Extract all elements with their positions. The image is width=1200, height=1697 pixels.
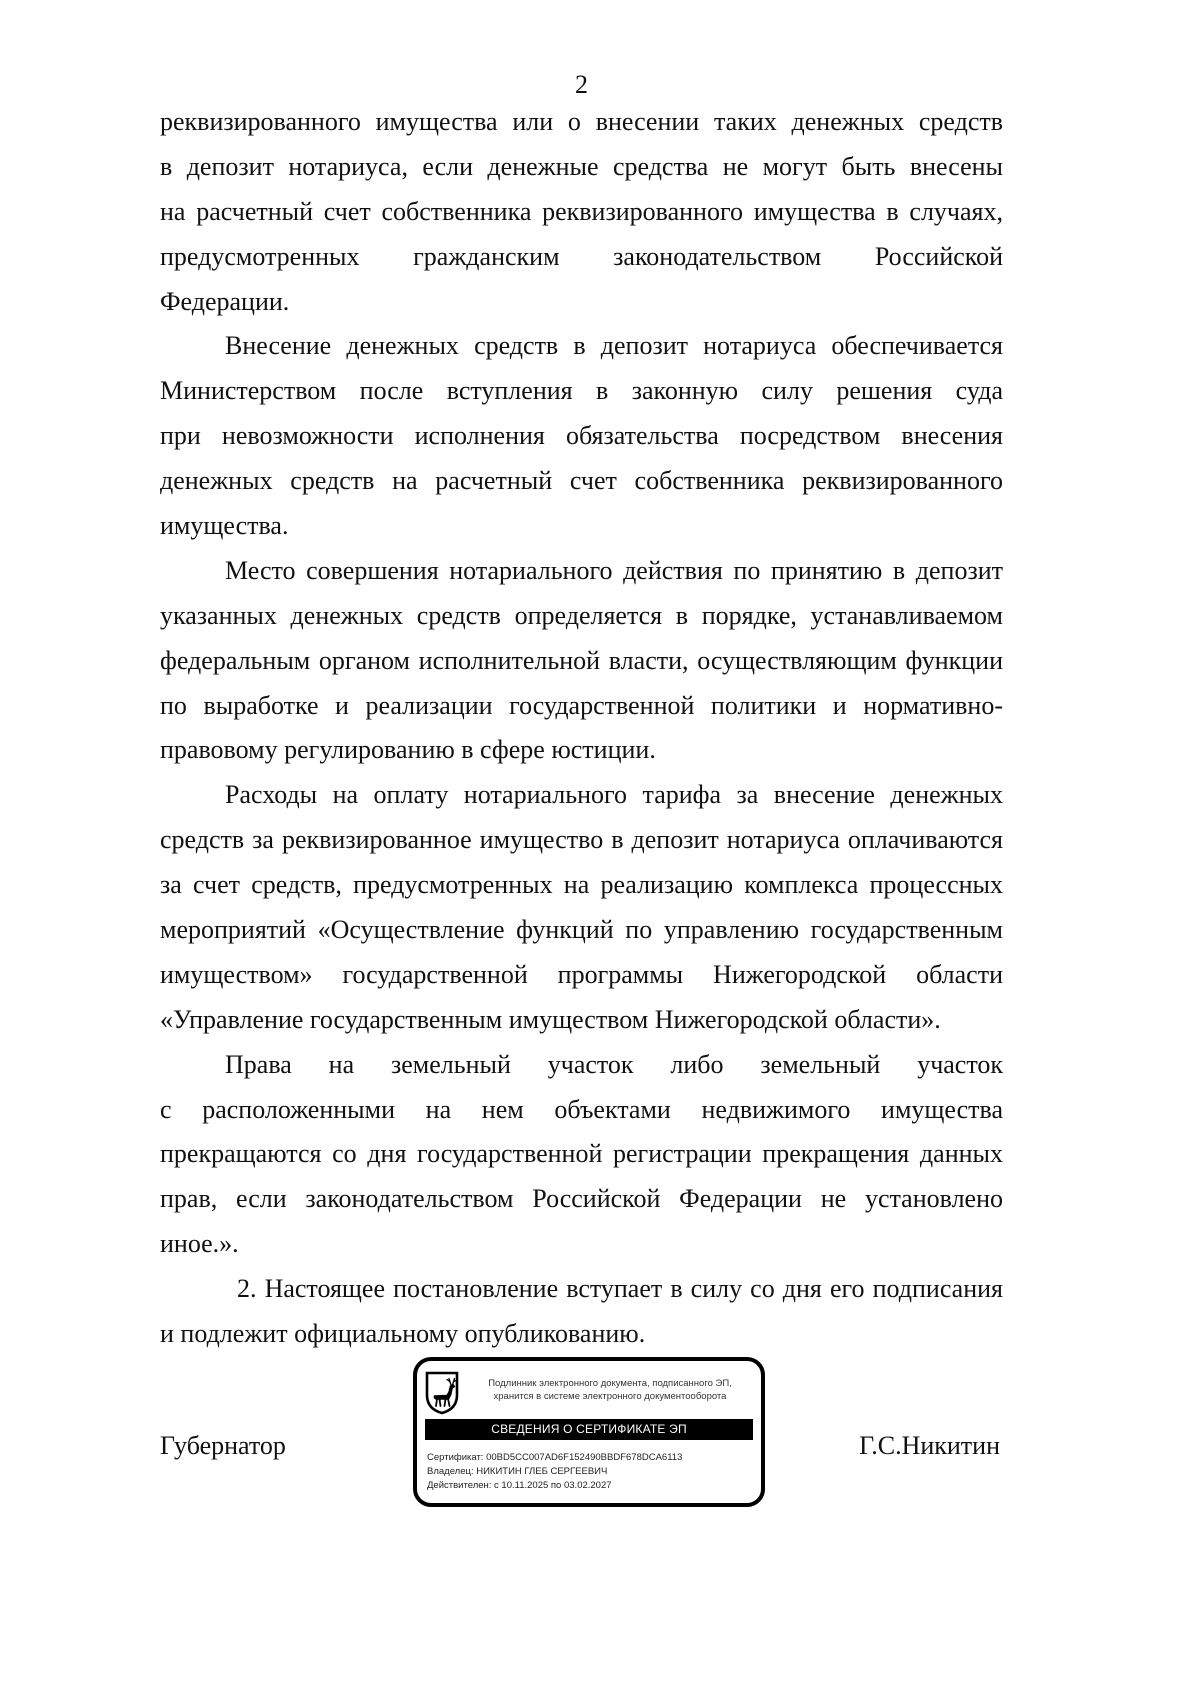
text-line: Права на земельный участок либо земельный участок: [225, 1049, 1003, 1079]
paragraph: [160, 773, 1003, 1042]
text-line: Расходы на оплату нотариального тарифа за внесение денежных: [225, 780, 1003, 810]
text-line: в депозит нотариуса, если денежные средства не могут быть внесены: [160, 151, 1003, 181]
text-line: Место совершения нотариального действия по принятию в депозит: [225, 555, 1003, 585]
text-line: Министерством после вступления в законную силу решения суда: [160, 376, 1003, 406]
text-line: с расположенными на нем объектами недвижимого имущества: [160, 1094, 1003, 1124]
text-line: при невозможности исполнения обязательства посредством внесения: [160, 421, 1003, 451]
text-line: за счет средств, предусмотренных на реализацию комплекса процессных: [160, 870, 1003, 900]
signatory-position: Губернатор: [160, 1431, 286, 1460]
paragraph: [160, 549, 1003, 773]
text-line: федеральным органом исполнительной власти, осуществляющим функции: [160, 645, 1003, 675]
text-line: и подлежит официальному опубликованию.: [160, 1319, 646, 1349]
certificate-details: [427, 1451, 682, 1493]
certificate-serial-label: Сертификат:: [427, 1452, 484, 1463]
document-body: [160, 100, 1003, 1357]
paragraph: [160, 1043, 1003, 1267]
page-number: 2: [575, 70, 588, 99]
certificate-owner-value: НИКИТИН ГЛЕБ СЕРГЕЕВИЧ: [476, 1466, 608, 1477]
electronic-signature-stamp: [413, 1357, 765, 1507]
text-line: «Управление государственным имуществом Нижегородской области».: [160, 1004, 941, 1034]
certificate-serial: [427, 1451, 682, 1465]
text-line: имуществом» государственной программы Нижегородской области: [160, 959, 1003, 989]
certificate-owner: [427, 1465, 682, 1479]
coat-of-arms-icon: [425, 1371, 459, 1415]
text-line: мероприятий «Осуществление функций по управлению государственным: [160, 915, 1003, 945]
stamp-notice-line: хранится в системе электронного документооборота: [493, 1391, 727, 1402]
certificate-serial-value: 00BD5CC007AD6F152490BBDF678DCA6113: [486, 1452, 683, 1463]
text-line: средств за реквизированное имущество в депозит нотариуса оплачиваются: [160, 825, 1003, 855]
text-line: Внесение денежных средств в депозит нотариуса обеспечивается: [225, 331, 1003, 361]
certificate-validity-value: с 10.11.2025 по 03.02.2027: [494, 1480, 612, 1491]
text-line: реквизированного имущества или о внесении таких денежных средств: [160, 107, 1003, 136]
paragraph: [160, 1267, 1003, 1357]
text-line: прав, если законодательством Российской Федерации не установлено: [160, 1184, 1003, 1214]
stamp-notice-line: Подлинник электронного документа, подписанного ЭП,: [488, 1378, 732, 1389]
text-line: прекращаются со дня государственной регистрации прекращения данных: [160, 1139, 1003, 1169]
paragraph: [160, 324, 1003, 548]
certificate-validity-label: Действителен:: [427, 1480, 492, 1491]
text-line: правовому регулированию в сфере юстиции.: [160, 735, 656, 765]
text-line: по выработке и реализации государственной политики и нормативно-: [160, 690, 1003, 720]
text-line: указанных денежных средств определяется в порядке, устанавливаемом: [160, 600, 1003, 630]
certificate-validity: [427, 1479, 682, 1493]
paragraph: [160, 100, 1003, 324]
stamp-notice: [467, 1377, 753, 1403]
text-line: денежных средств на расчетный счет собственника реквизированного: [160, 466, 1003, 496]
certificate-owner-label: Владелец:: [427, 1466, 474, 1477]
text-line: иное.».: [160, 1229, 239, 1259]
text-line: предусмотренных гражданским законодательством Российской: [160, 241, 1003, 271]
signatory-name: Г.С.Никитин: [859, 1431, 1000, 1460]
text-line: имущества.: [160, 511, 289, 541]
stamp-header-bar: СВЕДЕНИЯ О СЕРТИФИКАТЕ ЭП: [425, 1419, 753, 1440]
text-line: Федерации.: [160, 286, 290, 316]
text-line: 2. Настоящее постановление вступает в силу со дня его подписания: [237, 1274, 1003, 1304]
text-line: на расчетный счет собственника реквизированного имущества в случаях,: [160, 196, 1003, 226]
